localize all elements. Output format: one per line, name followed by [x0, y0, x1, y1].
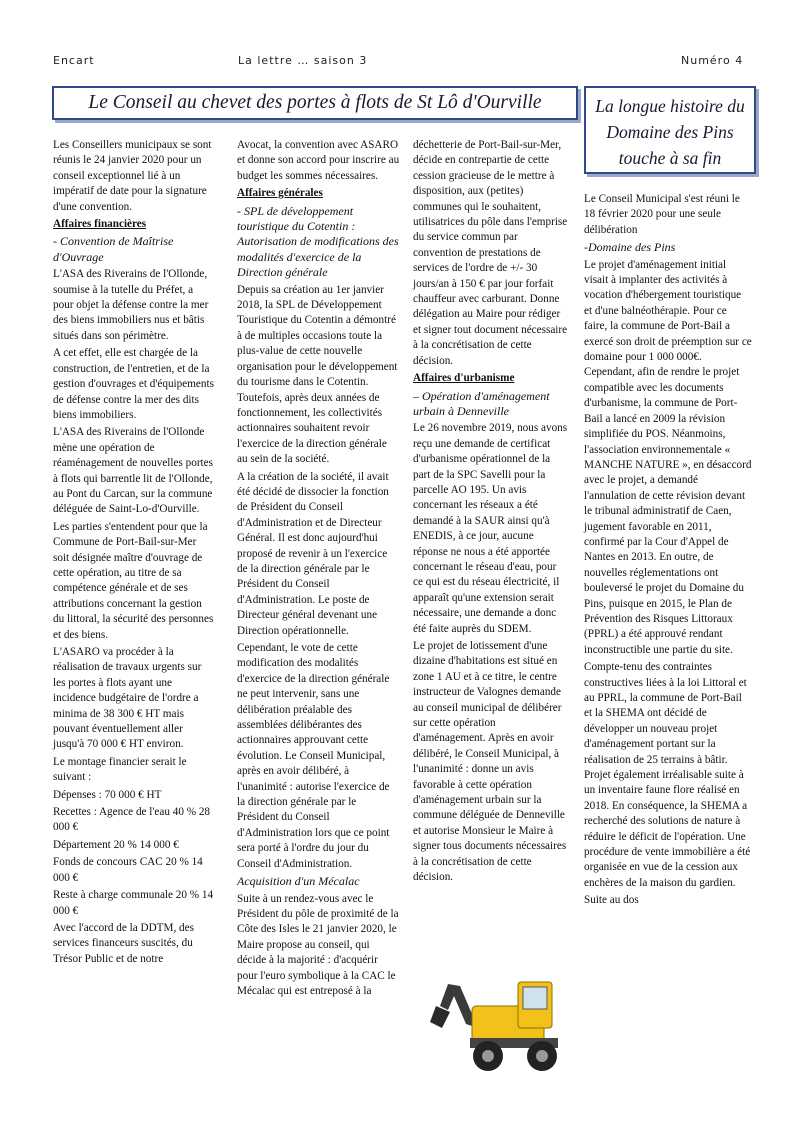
paragraph: L'ASARO va procéder à la réalisation de travaux urgents sur les portes à flots ayant une incidence budgétaire de l'ordre a minima de 38 300 € HT mais pouvant éventuellement aller jusqu'à 70 000 € HT environ. [53, 646, 202, 751]
subsection-heading: - SPL de développement touristique du Cotentin : Autorisation de modifications des modalités d'exercice de la Direction générale [237, 203, 399, 280]
subsection-heading: – Opération d'aménagement urbain à Denneville [413, 388, 550, 418]
paragraph: Le montage financier serait le suivant : [53, 755, 187, 784]
section-heading: Affaires d'urbanisme [413, 372, 515, 385]
section-heading: Affaires financières [53, 218, 147, 231]
paragraph: Le 26 novembre 2019, nous avons reçu une demande de certificat d'urbanisme opérationnel de la part de la SPC Savelli pour la parcelle AO 195. Un avis concernant les réseaux a été demandé à la SAUR ainsi qu'à ENEDIS, à ce jour, aucune réponse ne nous a été apportée concernant le réseau d'eau, pour ce qui est du réseau électricité, il apparaît qu'une extension serait nécessaire, une demande a donc été faite auprès du SDEM. [413, 422, 568, 635]
paragraph: A la création de la société, il avait été décidé de dissocier la fonction de Président du Conseil d'Administration et de Directeur Général. Il est donc aujourd'hui proposé de revenir à un l'exercice de la direction générale par le Président du Conseil d'Administration. Le poste de Directeur général devenant une Direction opérationnelle. [237, 470, 389, 637]
paragraph: Recettes : Agence de l'eau 40 % 28 000 € [53, 806, 211, 834]
cab-window [523, 987, 547, 1009]
subsection-heading: - Convention de Maîtrise d'Ouvrage [53, 234, 174, 264]
paragraph: L'ASA des Riverains de l'Ollonde, soumise à la tutelle du Préfet, a pour objet la défense contre la mer des biens immobiliers nus et bâtis situés dans son périmètre. [53, 268, 209, 342]
article-column-1 [53, 138, 214, 969]
paragraph: Les Conseillers municipaux se sont réunis le 24 janvier 2020 pour un conseil exceptionnel lié à un impératif de date pour la signature d'une convention. [53, 139, 212, 213]
paragraph: Le projet d'aménagement initial visait à implanter des activités à vocation d'hébergement touristique et d'une balnéothérapie. Pour ce faire, la commune de Port-Bail a exercé son droit de préemption sur ce domaine pour 1 000 000€. Cependant, afin de rendre le projet compatible avec les documents d'urbanisme, la commune de Port-Bail a lancé en 2009 la révision simplifiée du POS. Néanmoins, l'association environnementale « MANCHE NATURE », en désaccord avec le projet, a demandé l'annulation de cette révision devant le tribunal administratif de Caen, jugement favorable en 2011, confirmé par la Cour d'Appel de Nantes en 2013. En outre, de nouvelles réglementations ont bouleversé le projet du Domaine du Pins, puisque en 2015, le Plan de Prévention des Risques Littoraux (PPRL) a été approuvé rendant inconstructible une partie du site. [584, 258, 752, 656]
subsection-heading: Acquisition d'un Mécalac [237, 874, 360, 889]
paragraph: Le Conseil Municipal s'est réuni le 18 février 2020 pour une seule délibération [584, 193, 740, 236]
paragraph: Compte-tenu des contraintes constructives liées à la loi Littoral et au PPRL, la commune de Port-Bail et la SHEMA ont décidé de développer un nouveau projet d'aménagement portant sur la réalisation de 25 terrains à bâtir. Projet également irréalisable suite à un inventaire faune flore réalisé en 2018. En conséquence, la SHEMA a recherché des solutions de nature à réduire le déficit de l'opération. Une procédure de vente immobilière a été organisée en vue de la cession aux enchères de la maison du gardien. [584, 661, 751, 889]
paragraph: L'ASA des Riverains de l'Ollonde mène une opération de réaménagement de nouvelles portes à flots qui barrentle lit de l'Ollonde, au Pont du Carcan, sur la commune déléguée de Saint-Lo-d'Ourville. [53, 426, 213, 516]
paragraph: Avocat, la convention avec ASARO et donne son accord pour inscrire au budget les sommes nécessaires. [237, 139, 400, 182]
header-issue-number: Numéro 4 [681, 54, 744, 67]
paragraph: Département 20 % 14 000 € [53, 838, 179, 851]
paragraph: Suite à un rendez-vous avec le Président du pôle de proximité de la Côte des Isles le 21 janvier 2020, le Maire propose au conseil, qui décide à la majorité : d'acquérir pour l'euro symbolique à la CAC le Mécalac qui est entreposé à la [237, 892, 399, 997]
paragraph: Le projet de lotissement d'une dizaine d'habitations est situé en zone 1 AU et à ce titre, le centre instructeur de Valognes demande au conseil municipal de délibérer sur cette opération d'aménagement. Après en avoir délibéré, le Conseil Municipal, à l'unanimité : donne un avis favorable à cette opération d'aménagement urbain sur la commune déléguée de Denneville et autorise Monsieur le Maire à signer tous documents nécessaires à la concrétisation de cette décision. [413, 640, 567, 884]
mecalac-excavator-illustration [420, 966, 580, 1078]
main-article-title: Le Conseil au chevet des portes à flots de St Lô d'Ourville [52, 86, 578, 120]
section-heading: Affaires générales [237, 187, 323, 200]
paragraph: Les parties s'entendent pour que la Commune de Port-Bail-sur-Mer soit désignée maître d'ouvrage de cette opération, au titre de sa compétence générale et de ses attributions concernant la gestion du littoral, la sécurité des personnes et des biens. [53, 520, 214, 641]
paragraph: Dépenses : 70 000 € HT [53, 788, 162, 801]
header-section-label: Encart [53, 54, 95, 67]
article-column-2 [237, 138, 400, 1001]
side-article-title: La longue histoire du Domaine des Pins touche à sa fin [584, 86, 756, 174]
paragraph: Suite au dos [584, 894, 639, 907]
article-column-3 [413, 138, 569, 888]
paragraph: Cependant, le vote de cette modification des modalités d'exercice de la direction générale ne peut intervenir, sans une délibération préalable des assemblées délibérantes des actionnaires approuvant cette évolution. Le Conseil Municipal, après en avoir délibéré, à l'unanimité : autorise l'exercice de la direction générale par le Président du Conseil d'Administration lors que ce point sera porté à l'ordre du jour du Conseil d'Administration. [237, 642, 390, 870]
paragraph: Depuis sa création au 1er janvier 2018, la SPL de Développement Touristique du Cotentin a démontré à de multiples occasions toute la plus-value de cette nouvelle organisation pour le développement du tourisme dans le Cotentin. Toutefois, après deux années de fonctionnement, les collectivités actionnaires souhaitent revoir l'exercice de la direction générale au sein de la société. [237, 283, 398, 466]
subsection-heading: -Domaine des Pins [584, 240, 676, 255]
paragraph: Fonds de concours CAC 20 % 14 000 € [53, 856, 203, 884]
paragraph: Avec l'accord de la DDTM, des services financeurs suscités, du Trésor Public et de notre [53, 921, 194, 965]
paragraph: déchetterie de Port-Bail-sur-Mer, décide en contrepartie de cette cession gracieuse de le mettre à disposition, aux (petites) communes qui le souhaitent, utilisatrices du pôle dans l'emprise du service commun par convention de prestations de services de l'ordre de +/- 30 jours/an à 150 € par jour forfait chauffeur avec carburant. Donne délégation au Maire pour rédiger et signer tout document nécessaire à la concrétisation de cette décision. [413, 139, 568, 367]
paragraph: Reste à charge communale 20 % 14 000 € [53, 889, 214, 917]
paragraph: A cet effet, elle est chargée de la construction, de l'entretien, et de la gestion d'ouvrages et d'équipements de défense contre la mer des dits biens immobiliers. [53, 347, 214, 421]
header-newsletter-name: La lettre … saison 3 [238, 54, 368, 67]
side-article-column [584, 192, 752, 911]
